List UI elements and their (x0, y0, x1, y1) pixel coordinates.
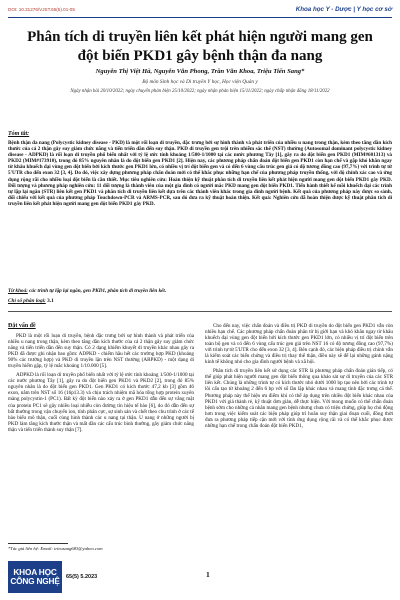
abstract-text: Bệnh thận đa nang (Polycystic kidney disease - PKD) là một rối loạn di truyền, đặc trưng bởi sự hình thành và phát triển của nhiều u nang trong thận, kèm theo tăng dần kích thước của cả 2 thận gây suy giảm chức năng và tiến triển dần đến suy thận. PKD di truyền gen trội trên nhiễm sắc thể (NST) thường (Autosomal dominant polycystic kidney disease - ADPKD) là rối loạn di truyền phổ biến nhất với tỷ lệ ước tính khoảng 1/500-1/1000 tại các nước phương Tây [1], gây ra do đột biến gen PKD1 (MIM#601313) và PKD2 (MIM#173910), trong đó 85% nguyên nhân là do đột biến gen PKD1 [2]. Hiện nay, các phương pháp chẩn đoán đột biến gen PKD1 còn hạn chế và gặp khó khăn ngay từ khâu khuếch đại vùng gen đột biến bởi kích thước gen PKD1 lớn, có nhiều vị trí đột biến gen và có đến 6 vùng cấu trúc gen giả có độ tương đồng cao (97,7%) với trình tự từ 5'UTR cho đến exon 32 [3, 4]. Do đó, việc xây dựng phương pháp chẩn đoán mới có thể khắc phục những hạn chế của phương pháp truyền thống, với độ chính xác cao và ứng dụng rộng rãi cho nhiều loại đột biến là cần thiết. Mục tiêu nghiên cứu: Hoàn thiện kỹ thuật phân tích di truyền liên kết phát hiện người mang gen đột biến PKD1 gây PKD. Đối tượng và phương pháp nghiên cứu: 11 đối tượng là thành viên của một gia đình có người mắc PKD mang gen đột biến PKD1. Tiến hành thiết kế mồi khuếch đại các trình tự lặp lại ngắn (STR) liên kết gen PKD1 và phân tích di truyền liên kết dựa trên các thành viên khác trong gia đình người bệnh. Kết quả của phương pháp này được so sánh, đối chiếu với kết quả của phương pháp Touchdown-PCR và ARMS-PCR, sau đó đưa ra kỹ thuật hoàn thiện. Kết quả: Nghiên cứu đã hoàn thiện được kỹ thuật phân tích di truyền liên kết phát hiện người mang gen đột biến PKD1 gây PKD. (8, 140, 392, 207)
journal-section: Khoa học Y - Dược | Y học cơ sở (295, 6, 392, 13)
body-right-column (205, 323, 393, 432)
doi: DOI: 10.31276/VJST.65(5).01-05 (8, 7, 75, 12)
corresponding-author-footnote: *Tác giả liên hệ: Email: trieusang683@yahoo.com (8, 546, 103, 551)
paragraph: Cho đến nay, việc chẩn đoán và điều trị PKD di truyền do đột biến gen PKD1 vẫn còn nhiều hạn chế. Các phương pháp chẩn đoán phân tử bị giới hạn và khó khăn ngay từ khâu khuếch đại vùng gen đột biến bởi kích thước gen PKD1 lớn, có nhiều vị trí đột biến trên toàn bộ gen và có đến 6 vùng cấu trúc gen giả trên NST 16 có độ tương đồng cao (97,7%) với trình tự từ 5'UTR cho đến exon 32 [3, 4]. Bên cạnh đó, các biện pháp điều trị chính vẫn là kiểm soát các biến chứng và điều trị thay thế thận, điều này sẽ để lại những gánh nặng kinh tế không nhỏ cho gia đình người bệnh và xã hội. (205, 323, 393, 366)
section-separator (8, 311, 392, 312)
issue-info: 65(5) 5.2023 (66, 574, 98, 580)
keywords-label: Từ khoá: (8, 288, 28, 294)
keywords-values: các trình tự lặp lại ngắn, gen PKD1, phân tích di truyền liên kết. (29, 288, 167, 294)
paragraph: PKD là một rối loạn di truyền, bệnh đặc trưng bởi sự hình thành và phát triển của nhiều u nang trong thận, kèm theo tăng dần kích thước của cả 2 thận gây suy giảm chức năng và tiến triển dần đến suy thận. Có 2 dạng khiếm khuyết di truyền khác nhau gây ra PKD đã được ghi nhận bao gồm: ADPKD - chiếm hầu hết các trường hợp PKD (khoảng 90% các trường hợp) và PKD di truyền lặn trên NST thường (ARPKD) - một dạng di truyền hiếm gặp, tỷ lệ mắc khoảng 1/10.000 [5]. (8, 333, 194, 370)
journal-logo (8, 561, 62, 593)
submission-dates: Ngày nhận bài 20/10/2022; ngày chuyển phản biện 25/10/2022; ngày nhận phản biện 15/11/2022; ngày chấp nhận đăng 18/11/2022 (70, 89, 330, 94)
logo-text-line1: KHOA HỌC (13, 567, 57, 577)
authors: Nguyễn Thị Việt Hà, Nguyễn Văn Phong, Trần Văn Khoa, Triệu Tiến Sang* (95, 68, 305, 75)
abstract-label: Tóm tắt: (8, 131, 30, 137)
page-footer (8, 555, 392, 595)
logo-text-line2: CÔNG NGHỆ (10, 576, 60, 586)
subject-label: Chỉ số phân loại: (8, 298, 46, 304)
subject-classification (8, 298, 54, 304)
paragraph: Phân tích di truyền liên kết sử dụng các STR là phương pháp chẩn đoán gián tiếp, có thể giúp phát hiện người mang gen đột biến thông qua khảo sát sự di truyền của các STR liên kết. Chúng là những trình tự có kích thước nhỏ dưới 1000 bp tạo nên bởi các trình tự lõi cấu tạo từ khoảng 2 đến 6 bp với số lần lặp khác nhau và mang tính đặc trưng cá thể. Phương pháp này thể hiện ưu điểm khi có thể áp dụng trên nhiều đột biến khác nhau của PKD1 với giá thành rẻ, kỹ thuật đơn giản, dễ thực hiện. Với mong muốn có thể chẩn đoán bệnh sớm cho những cá nhân mang gen bệnh nhưng chưa có triệu chứng, giúp họ chủ động hơn trong việc kiểm soát các biện pháp giúp trì hoãn suy thận giai đoạn cuối, đồng thời đưa ra phương pháp tiếp cận mới với tính ứng dụng rộng rãi và có thể khắc phục được những hạn chế trong chẩn đoán đột biến PKD1, (205, 368, 393, 429)
section-title: Đặt vấn đề (8, 323, 36, 329)
keywords (8, 288, 392, 294)
footnote-rule (8, 543, 68, 544)
article-title: Phân tích di truyền liên kết phát hiện người mang gen đột biến PKD1 gây bệnh thận đa nang (27, 29, 373, 64)
subject-value: 3.1 (47, 298, 54, 304)
header-rule (8, 17, 392, 18)
paragraph: ADPKD là rối loạn di truyền phổ biến nhất với tỷ lệ ước tính khoảng 1/500-1/1000 tại các nước phương Tây [1], gây ra do đột biến gen PKD1 và PKD2 [2], trong đó 85% nguyên nhân là do đột biến gen PKD1. Gen PKD1 có kích thước 47,2 kb [3] gồm 46 exon, nằm trên NST số 16 (16p13.3) và chịu trách nhiệm mã hóa tổng hợp protein xuyên màng polycystin-1 (PC1). Bất kỳ đột biến nào xảy ra ở gen PKD1 dẫn đến sự vắng mặt của protein PC1 sẽ gây nhiều loại nhiễu còn đường tín hiệu tế bào [6], do đó dẫn đến sự bất thường trong vận chuyển ion, tính phân cực, sự sinh sản và chết theo chu trình ở các tế bào biểu mô thận, cuối cùng hình thành các u nang tại thận. U nang ở những người bị PKD làm tăng kích thước thận và mất dần các cấu trúc bình thường, gây giảm chức năng thận và tiến triển thành suy thận [7]. (8, 372, 194, 433)
body-left-column (8, 333, 194, 436)
page-number: 1 (206, 570, 210, 579)
affiliation: Bộ môn Sinh học và Di truyền Y học, Học viện Quân y (142, 79, 258, 85)
